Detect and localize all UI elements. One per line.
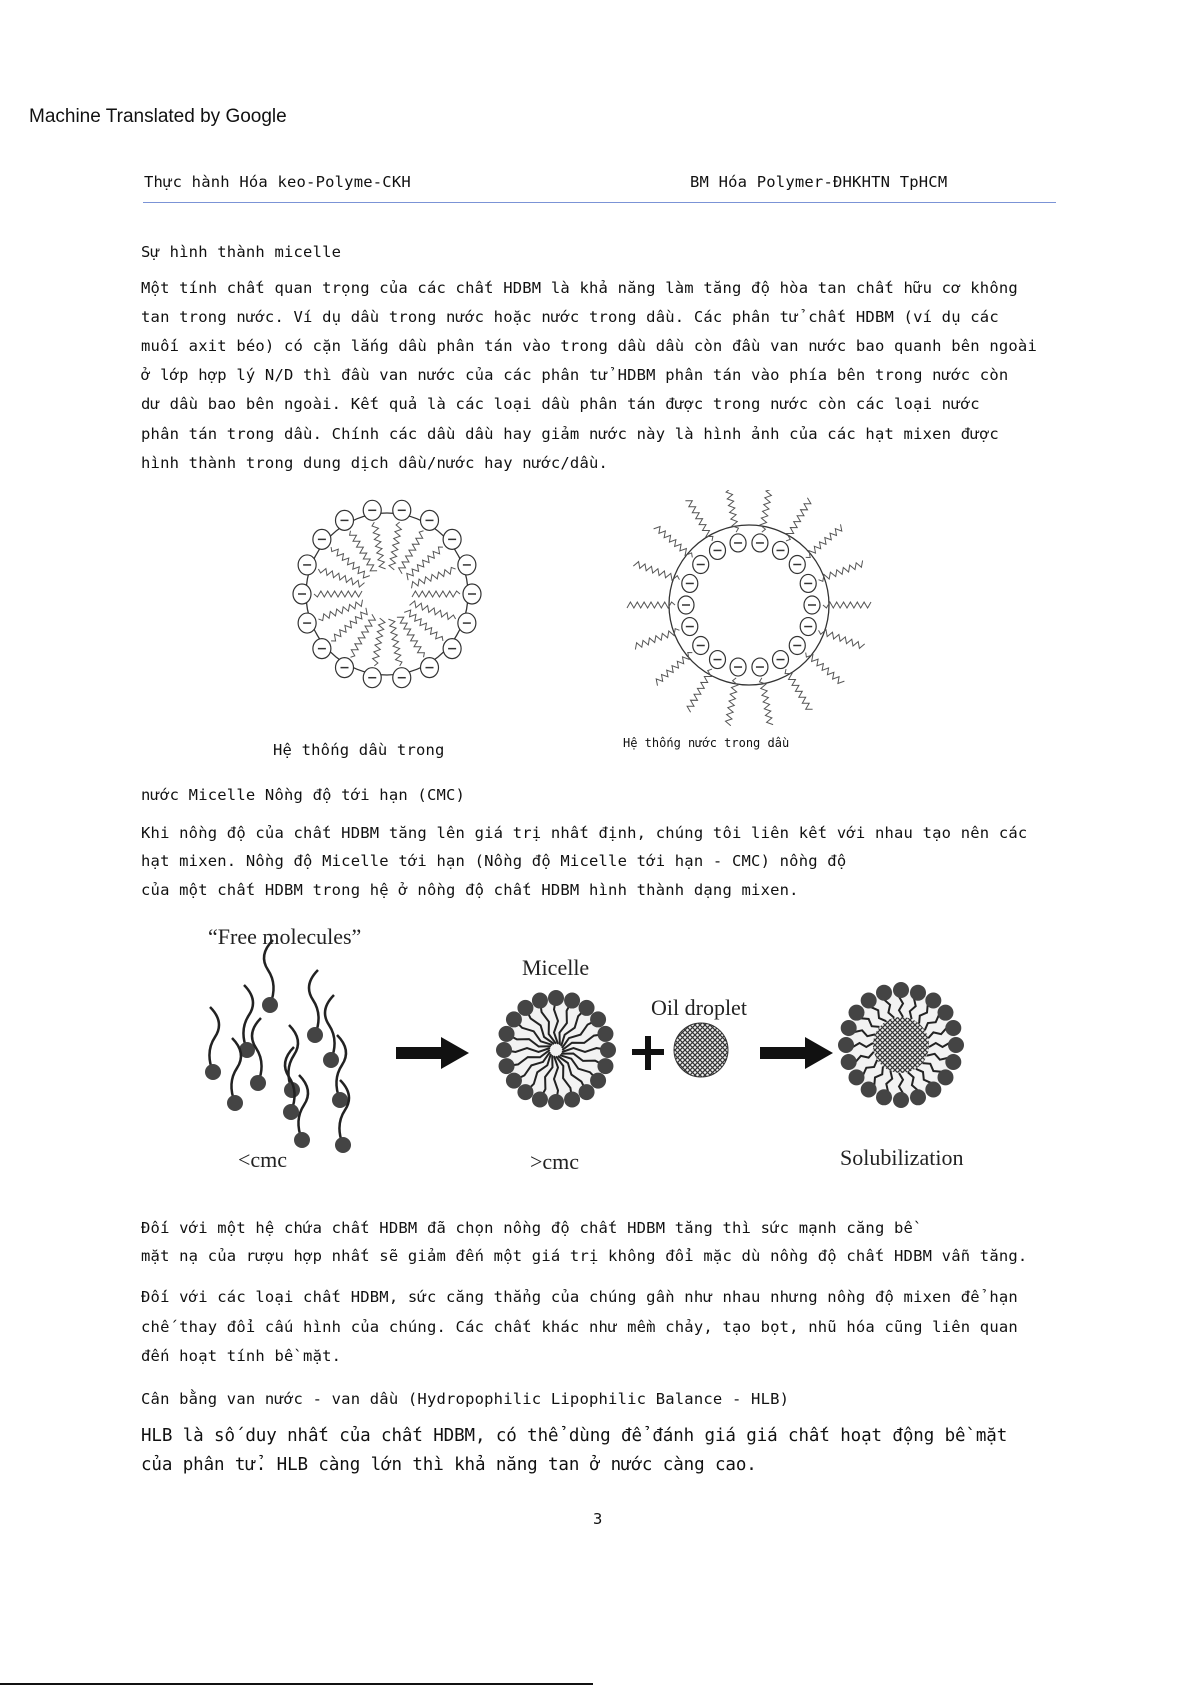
hydrophobic-tail [410, 601, 456, 620]
surfactant-head-icon [499, 1026, 515, 1042]
hydrophobic-tail [635, 629, 679, 650]
surfactant-head-icon [532, 993, 548, 1009]
surfactant-head-icon [945, 1020, 961, 1036]
surfactant-tail [243, 985, 253, 1050]
surfactant-tail [298, 1075, 308, 1140]
surfactant-head-icon [937, 1005, 953, 1021]
surfactant-tail [285, 1047, 295, 1112]
surfactant-head-icon [323, 1052, 339, 1068]
surfactant-tail [507, 1034, 551, 1047]
label-free-molecules: “Free molecules” [208, 924, 362, 949]
text-line: HLB là số duy nhất của chất HDBM, có thể dùng để đánh giá giá chất hoạt động bề mặt [141, 1426, 1008, 1446]
text-line: Khi nồng độ của chất HDBM tăng lên giá trị nhất định, chúng tôi liên kết với nhau tạo nên các [141, 824, 1028, 842]
surfactant-tail [264, 940, 274, 1005]
oil-droplet-icon [674, 1023, 728, 1077]
surfactant-tail [561, 1008, 586, 1046]
section-heading-cmc: nước Micelle Nồng độ tới hạn (CMC) [141, 786, 466, 804]
hydrophobic-tail [823, 602, 871, 608]
hydrophobic-tail [318, 569, 364, 588]
surfactant-tail [562, 1048, 608, 1052]
surfactant-head-icon [590, 1073, 606, 1089]
surfactant-tail [908, 1072, 918, 1097]
hydrophobic-tail [633, 562, 679, 581]
label-below-cmc: <cmc [238, 1147, 288, 1172]
surfactant-tail [925, 1013, 946, 1031]
surfactant-tail [560, 1055, 598, 1080]
surfactant-tail [558, 1056, 587, 1092]
surfactant-head-icon [876, 985, 892, 1001]
surfactant-tail [288, 1025, 298, 1090]
hydrophobic-tail [389, 522, 401, 570]
surfactant-head-icon [227, 1095, 243, 1111]
figure-micelle-systems [0, 490, 1191, 730]
page-number: 3 [593, 1510, 603, 1528]
surfactant-tail [514, 1019, 552, 1044]
hydrophobic-tail [687, 669, 712, 712]
surfactant-head-icon [876, 1089, 892, 1105]
surfactant-head-icon [597, 1058, 613, 1074]
hydrophobic-tail [654, 527, 693, 558]
surfactant-tail [514, 1052, 550, 1081]
header-right: BM Hóa Polymer-ĐHKHTN TpHCM [690, 173, 948, 191]
surfactant-head-icon [294, 1132, 310, 1148]
surfactant-head-icon [332, 1092, 348, 1108]
surfactant-tail [561, 1054, 605, 1067]
label-micelle: Micelle [522, 955, 590, 980]
surfactant-head-icon [517, 1000, 533, 1016]
surfactant-head-icon [925, 1081, 941, 1097]
text-line: ở lớp hợp lý N/D thì đầu van nước của các phân tử HDBM phân tán vào phía bên trong nước còn [141, 366, 1009, 384]
section-heading-hlb: Cân bằng van nước - van dầu (Hydropophilic Lipophilic Balance - HLB) [141, 1390, 790, 1408]
hydrophobic-tail [760, 678, 774, 725]
surfactant-tail [849, 1052, 874, 1062]
surfactant-tail [504, 1048, 550, 1052]
hydrophobic-tail [785, 669, 813, 709]
surfactant-tail [846, 1043, 873, 1047]
surfactant-tail [927, 1054, 953, 1062]
surfactant-head-icon [579, 1084, 595, 1100]
hydrophobic-tail [819, 561, 863, 582]
water-in-oil-micelle-diagram [627, 490, 871, 726]
hydrophobic-tail [627, 602, 675, 608]
label-above-cmc: >cmc [530, 1149, 580, 1174]
hydrophobic-tail [806, 653, 845, 684]
surfactant-head-icon [548, 990, 564, 1006]
surfactant-head-icon [893, 982, 909, 998]
text-line: đến hoạt tính bề mặt. [141, 1347, 342, 1365]
surfactant-tail [525, 1008, 554, 1044]
surfactant-head-icon [910, 985, 926, 1001]
surfactant-head-icon [548, 1094, 564, 1110]
surfactant-head-icon [506, 1011, 522, 1027]
surfactant-tail [928, 1028, 953, 1038]
surfactant-tail [540, 1055, 553, 1099]
surfactant-tail [309, 970, 319, 1035]
surfactant-tail [554, 1056, 558, 1102]
hydrophobic-tail [388, 619, 402, 666]
text-line: tan trong nước. Ví dụ dầu trong nước hoặc nước trong dầu. Các phân tử chất HDBM (ví dụ các [141, 308, 999, 326]
surfactant-head-icon [597, 1026, 613, 1042]
label-oil-droplet: Oil droplet [651, 995, 747, 1020]
caption-oil-in-water: Hệ thống dầu trong [273, 741, 445, 759]
hydrophobic-tail [372, 522, 386, 569]
text-line: phân tán trong dầu. Chính các dầu dầu hay giảm nước này là hình ảnh của các hạt mixen được [141, 425, 999, 443]
surfactant-head-icon [564, 1091, 580, 1107]
hydrophobic-tail [412, 591, 460, 597]
micelle-body [846, 990, 956, 1100]
oil-core-icon [873, 1017, 929, 1073]
surfactant-tail [507, 1050, 550, 1066]
label-solubilization: Solubilization [840, 1145, 964, 1170]
plus-icon [632, 1036, 664, 1070]
surfactant-tail [540, 1001, 556, 1044]
surfactant-tail [857, 1013, 880, 1027]
header-rule [143, 202, 1056, 203]
hydrophobic-tail [806, 524, 842, 557]
hydrophobic-tail [786, 498, 811, 541]
text-line: của phân tử. HLB càng lớn thì khả năng tan ở nước càng cao. [141, 1455, 757, 1475]
surfactant-tail [325, 995, 335, 1060]
hydrophobic-tail [373, 618, 385, 666]
arrow-right-icon [396, 1037, 469, 1069]
surfactant-head-icon [262, 997, 278, 1013]
surfactant-tail [899, 1073, 903, 1100]
surfactant-tail [339, 1080, 349, 1145]
surfactant-head-icon [600, 1042, 616, 1058]
text-line: của một chất HDBM trong hệ ở nồng độ chất HDBM hình thành dạng mixen. [141, 881, 799, 899]
surfactant-head-icon [283, 1104, 299, 1120]
solubilized-micelle-diagram [838, 982, 964, 1108]
hydrophobic-tail [760, 490, 772, 532]
surfactant-tail [525, 1054, 550, 1092]
surfactant-tail [923, 1063, 946, 1077]
surfactant-head-icon [893, 1092, 909, 1108]
surfactant-head-icon [910, 1089, 926, 1105]
surfactant-head-icon [841, 1054, 857, 1070]
surfactant-head-icon [579, 1000, 595, 1016]
header-left: Thực hành Hóa keo-Polyme-CKH [144, 173, 411, 191]
hydrophobic-tail [656, 653, 692, 686]
text-line: mặt nạ của rượu hợp nhất sẽ giảm đến một giá trị không đổi mặc dù nồng độ chất HDBM vẫn tăng. [141, 1247, 1028, 1265]
oil-in-water-micelle-diagram [293, 500, 481, 687]
surfactant-tail [562, 1034, 605, 1050]
surfactant-head-icon [499, 1058, 515, 1074]
surfactant-head-icon [307, 1027, 323, 1043]
surfactant-tail [554, 998, 558, 1044]
surfactant-head-icon [205, 1064, 221, 1080]
surfactant-tail [884, 1071, 892, 1097]
hydrophobic-tail [819, 630, 865, 649]
section-heading-micelle: Sự hình thành micelle [141, 243, 342, 261]
surfactant-head-icon [496, 1042, 512, 1058]
text-line: chế thay đổi cấu hình của chúng. Các chất khác như mềm chảy, tạo bọt, nhũ hóa cũng liên quan [141, 1318, 1018, 1336]
surfactant-head-icon [838, 1037, 854, 1053]
surfactant-head-icon [948, 1037, 964, 1053]
surfactant-tail [884, 993, 894, 1018]
surfactant-tail [562, 1019, 598, 1048]
surfactant-head-icon [861, 993, 877, 1009]
surfactant-head-icon [250, 1075, 266, 1091]
surfactant-head-icon [849, 1069, 865, 1085]
surfactant-head-icon [849, 1005, 865, 1021]
surfactant-tail [869, 1001, 887, 1022]
caption-water-in-oil: Hệ thống nước trong dầu [623, 736, 790, 750]
text-line: hạt mixen. Nồng độ Micelle tới hạn (Nồng độ Micelle tới hạn - CMC) nồng độ [141, 852, 847, 870]
micelle-body [504, 998, 608, 1102]
hydrophobic-tail [404, 610, 443, 641]
surfactant-head-icon [590, 1011, 606, 1027]
machine-translation-banner: Machine Translated by Google [29, 106, 287, 127]
surfactant-tail [929, 1043, 956, 1047]
surfactant-head-icon [564, 993, 580, 1009]
surfactant-head-icon [506, 1073, 522, 1089]
surfactant-head-icon [937, 1069, 953, 1085]
surfactant-tail [869, 1067, 883, 1090]
surfactant-head-icon [841, 1020, 857, 1036]
surfactant-tail [916, 1069, 934, 1090]
surfactant-tail [919, 1001, 933, 1024]
surfactant-head-icon [925, 993, 941, 1009]
text-line: dư dầu bao bên ngoài. Kết quả là các loại dầu phân tán được trong nước còn các loại nước [141, 395, 980, 413]
surfactant-head-icon [861, 1081, 877, 1097]
surfactant-tail [910, 993, 918, 1019]
surfactant-head-icon [517, 1084, 533, 1100]
text-line: hình thành trong dung dịch dầu/nước hay nước/dầu. [141, 454, 609, 472]
hydrophobic-tail [331, 547, 370, 578]
text-line: Đối với các loại chất HDBM, sức căng thẳng của chúng gần như nhau nhưng nồng độ mixen để hạn [141, 1288, 1018, 1306]
hydrophobic-tail [685, 501, 713, 541]
surfactant-tail [560, 1001, 573, 1045]
text-line: Đối với một hệ chứa chất HDBM đã chọn nồng độ chất HDBM tăng thì sức mạnh căng bề [141, 1219, 914, 1237]
surfactant-head-icon [335, 1137, 351, 1153]
hydrophobic-tail [726, 678, 738, 726]
surfactant-tail [857, 1060, 878, 1078]
micelle-diagram [496, 990, 616, 1110]
hydrophobic-tail [314, 591, 362, 597]
free-molecules-diagram [205, 940, 351, 1153]
surfactant-tail [231, 1038, 241, 1103]
surfactant-tail [556, 1056, 572, 1099]
surfactant-tail [209, 1007, 219, 1072]
surfactant-head-icon [532, 1091, 548, 1107]
hydrophobic-tail [399, 531, 424, 574]
text-line: muối axit béo) có cặn lắng dầu phân tán vào trong dầu dầu còn đầu van nước bao quanh bên ngoài [141, 337, 1037, 355]
surfactant-head-icon [239, 1042, 255, 1058]
surfactant-head-icon [284, 1082, 300, 1098]
text-line: Một tính chất quan trọng của các chất HDBM là khả năng làm tăng độ hòa tan chất hữu cơ không [141, 279, 1018, 297]
arrow-right-icon [760, 1037, 833, 1069]
surfactant-tail [849, 1028, 875, 1036]
surfactant-tail [336, 1035, 346, 1100]
surfactant-tail [252, 1018, 262, 1083]
hydrophobic-tail [351, 614, 376, 657]
surfactant-tail [899, 990, 903, 1017]
surfactant-head-icon [945, 1054, 961, 1070]
